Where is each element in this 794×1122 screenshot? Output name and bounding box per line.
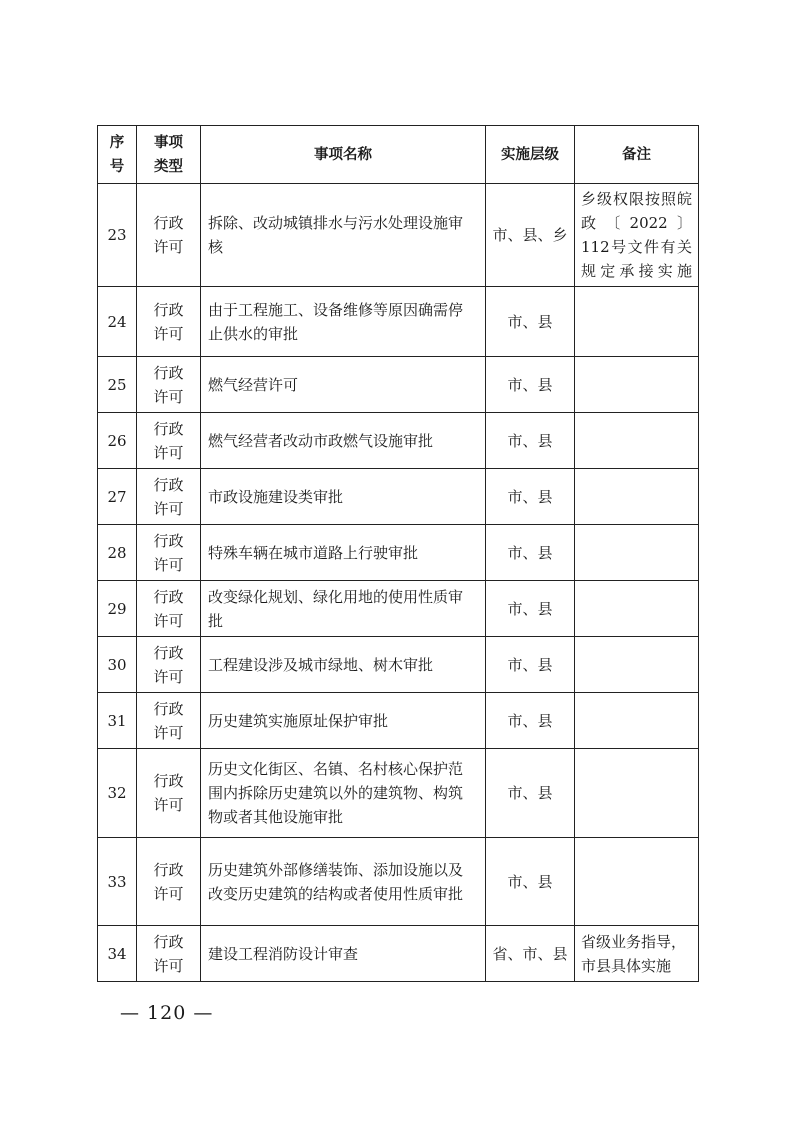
row-type: 行政 许可 [137, 525, 201, 581]
row-type: 行政 许可 [137, 357, 201, 413]
row-note [575, 838, 699, 926]
table-row [98, 184, 699, 287]
row-note [575, 287, 699, 357]
table-row [98, 357, 699, 413]
row-level: 省、市、县 [486, 926, 575, 982]
row-level: 市、县 [486, 581, 575, 637]
row-type: 行政 许可 [137, 287, 201, 357]
row-name: 建设工程消防设计审查 [201, 926, 486, 982]
row-level: 市、县 [486, 525, 575, 581]
row-note [575, 525, 699, 581]
row-name: 特殊车辆在城市道路上行驶审批 [201, 525, 486, 581]
header-seq: 序 号 [98, 126, 137, 184]
row-name: 燃气经营许可 [201, 357, 486, 413]
row-level: 市、县 [486, 413, 575, 469]
row-level: 市、县 [486, 287, 575, 357]
row-type: 行政 许可 [137, 693, 201, 749]
row-type: 行政 许可 [137, 469, 201, 525]
table-row [98, 581, 699, 637]
row-name: 燃气经营者改动市政燃气设施审批 [201, 413, 486, 469]
row-name: 拆除、改动城镇排水与污水处理设施审核 [201, 184, 486, 287]
row-level: 市、县 [486, 693, 575, 749]
table-row [98, 637, 699, 693]
row-name: 改变绿化规划、绿化用地的使用性质审批 [201, 581, 486, 637]
row-note: 乡级权限按照皖政〔2022〕112号文件有关规定承接实施 [575, 184, 699, 287]
row-level: 市、县 [486, 749, 575, 838]
row-note [575, 749, 699, 838]
row-type: 行政 许可 [137, 926, 201, 982]
header-name: 事项名称 [201, 126, 486, 184]
table-row [98, 838, 699, 926]
row-seq: 29 [98, 581, 137, 637]
header-note: 备注 [575, 126, 699, 184]
row-type: 行政 许可 [137, 413, 201, 469]
row-seq: 32 [98, 749, 137, 838]
row-seq: 33 [98, 838, 137, 926]
row-seq: 26 [98, 413, 137, 469]
row-name: 由于工程施工、设备维修等原因确需停止供水的审批 [201, 287, 486, 357]
row-level: 市、县 [486, 357, 575, 413]
table-row [98, 693, 699, 749]
row-note [575, 693, 699, 749]
items-table [97, 125, 699, 982]
row-seq: 28 [98, 525, 137, 581]
row-level: 市、县 [486, 838, 575, 926]
row-level: 市、县 [486, 637, 575, 693]
row-level: 市、县、乡 [486, 184, 575, 287]
row-name: 历史文化街区、名镇、名村核心保护范围内拆除历史建筑以外的建筑物、构筑物或者其他设施审批 [201, 749, 486, 838]
header-type: 事项 类型 [137, 126, 201, 184]
row-note [575, 637, 699, 693]
row-note: 省级业务指导，市县具体实施 [575, 926, 699, 982]
row-seq: 23 [98, 184, 137, 287]
row-seq: 30 [98, 637, 137, 693]
row-note [575, 413, 699, 469]
row-name: 历史建筑外部修缮装饰、添加设施以及改变历史建筑的结构或者使用性质审批 [201, 838, 486, 926]
header-level: 实施层级 [486, 126, 575, 184]
row-type: 行政 许可 [137, 749, 201, 838]
row-seq: 34 [98, 926, 137, 982]
row-note [575, 469, 699, 525]
row-seq: 25 [98, 357, 137, 413]
row-type: 行政 许可 [137, 581, 201, 637]
row-type: 行政 许可 [137, 838, 201, 926]
table-row [98, 525, 699, 581]
row-name: 历史建筑实施原址保护审批 [201, 693, 486, 749]
row-note [575, 581, 699, 637]
row-note [575, 357, 699, 413]
row-level: 市、县 [486, 469, 575, 525]
table-row [98, 287, 699, 357]
table-row [98, 413, 699, 469]
row-type: 行政 许可 [137, 637, 201, 693]
table-row [98, 469, 699, 525]
row-seq: 24 [98, 287, 137, 357]
row-name: 工程建设涉及城市绿地、树木审批 [201, 637, 486, 693]
row-type: 行政 许可 [137, 184, 201, 287]
table-row [98, 749, 699, 838]
table-header-row [98, 126, 699, 184]
row-name: 市政设施建设类审批 [201, 469, 486, 525]
page-number: — 120 — [120, 1002, 214, 1024]
table-row [98, 926, 699, 982]
row-seq: 31 [98, 693, 137, 749]
row-seq: 27 [98, 469, 137, 525]
